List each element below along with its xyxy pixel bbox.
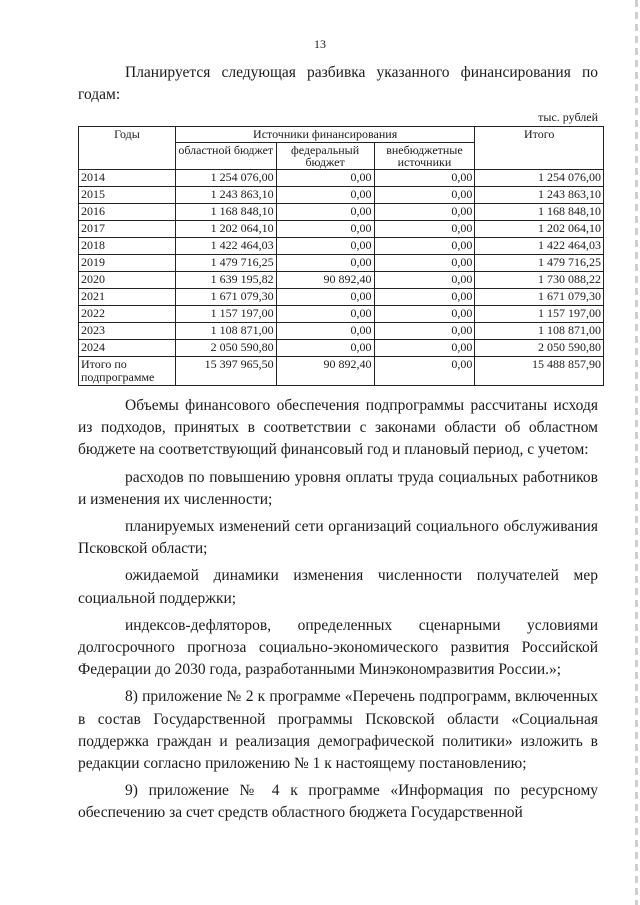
cell-regional: 1 422 464,03 — [175, 238, 276, 255]
cell-federal: 0,00 — [276, 255, 374, 272]
cell-total-regional: 15 397 965,50 — [175, 357, 276, 386]
cell-total: 2 050 590,80 — [475, 340, 604, 357]
header-total: Итого — [475, 127, 604, 170]
table-row — [79, 272, 604, 289]
scan-edge-mark — [635, 0, 638, 905]
header-federal-budget: федеральный бюджет — [276, 143, 374, 170]
cell-total-federal: 90 892,40 — [276, 357, 374, 386]
paragraph-funding-basis: Объемы финансового обеспечения подпрограммы рассчитаны исходя из подходов, принятых в соответствии с законами области об областном бюджете на соответствующий финансовый год и плановый период, с учетом: — [78, 397, 598, 459]
units-label: тыс. рублей — [538, 110, 598, 124]
cell-extra: 0,00 — [374, 221, 475, 238]
cell-total: 1 422 464,03 — [475, 238, 604, 255]
cell-federal: 0,00 — [276, 340, 374, 357]
cell-extra: 0,00 — [374, 238, 475, 255]
cell-year: 2019 — [79, 255, 176, 272]
cell-extra: 0,00 — [374, 323, 475, 340]
cell-extra: 0,00 — [374, 306, 475, 323]
cell-extra: 0,00 — [374, 255, 475, 272]
cell-extra: 0,00 — [374, 170, 475, 187]
cell-total: 1 479 716,25 — [475, 255, 604, 272]
cell-year: 2022 — [79, 306, 176, 323]
page-number: 13 — [314, 37, 326, 51]
cell-year: 2015 — [79, 187, 176, 204]
cell-regional: 1 671 079,30 — [175, 289, 276, 306]
cell-total-total: 15 488 857,90 — [475, 357, 604, 386]
cell-total: 1 730 088,22 — [475, 272, 604, 289]
table-row — [79, 306, 604, 323]
cell-total: 1 671 079,30 — [475, 289, 604, 306]
table-row — [79, 340, 604, 357]
cell-regional: 1 639 195,82 — [175, 272, 276, 289]
cell-year: 2018 — [79, 238, 176, 255]
cell-federal: 0,00 — [276, 204, 374, 221]
table-row — [79, 323, 604, 340]
cell-federal: 0,00 — [276, 170, 374, 187]
table-row — [79, 170, 604, 187]
financing-table — [78, 126, 604, 386]
table-row — [79, 289, 604, 306]
intro-text: Планируется следующая разбивка указанного финансирования по годам: — [78, 64, 598, 103]
cell-year: 2020 — [79, 272, 176, 289]
cell-total-extra: 0,00 — [374, 357, 475, 386]
cell-regional: 1 168 848,10 — [175, 204, 276, 221]
header-sources: Источники финансирования — [175, 127, 475, 143]
cell-regional: 1 108 871,00 — [175, 323, 276, 340]
cell-extra: 0,00 — [374, 187, 475, 204]
cell-extra: 0,00 — [374, 204, 475, 221]
table-row — [79, 255, 604, 272]
cell-extra: 0,00 — [374, 289, 475, 306]
table-total-row — [79, 357, 604, 386]
header-regional-budget: областной бюджет — [175, 143, 276, 170]
paragraph-wages: расходов по повышению уровня оплаты труда социальных работников и изменения их численности; — [78, 468, 598, 508]
paragraph-recipients-dynamics: ожидаемой динамики изменения численности получателей мер социальной поддержки; — [78, 567, 598, 607]
cell-total: 1 243 863,10 — [475, 187, 604, 204]
table-row — [79, 221, 604, 238]
cell-regional: 1 202 064,10 — [175, 221, 276, 238]
cell-total-label: Итого по подпрограмме — [79, 357, 176, 386]
cell-total: 1 202 064,10 — [475, 221, 604, 238]
cell-federal: 0,00 — [276, 238, 374, 255]
cell-total: 1 254 076,00 — [475, 170, 604, 187]
cell-regional: 1 243 863,10 — [175, 187, 276, 204]
cell-federal: 0,00 — [276, 221, 374, 238]
cell-regional: 1 157 197,00 — [175, 306, 276, 323]
cell-year: 2024 — [79, 340, 176, 357]
cell-extra: 0,00 — [374, 272, 475, 289]
cell-regional: 1 254 076,00 — [175, 170, 276, 187]
paragraph-item-8: 8) приложение № 2 к программе «Перечень подпрограмм, включенных в состав Государственной программы Псковской области «Социальная поддержка граждан и реализация демографической политики» изложить в редакции согласно приложению № 1 к настоящему постановлению; — [78, 688, 598, 773]
intro-paragraph — [78, 62, 598, 106]
cell-extra: 0,00 — [374, 340, 475, 357]
cell-federal: 0,00 — [276, 289, 374, 306]
cell-total: 1 157 197,00 — [475, 306, 604, 323]
table-row — [79, 238, 604, 255]
cell-year: 2014 — [79, 170, 176, 187]
cell-year: 2023 — [79, 323, 176, 340]
cell-federal: 90 892,40 — [276, 272, 374, 289]
cell-federal: 0,00 — [276, 187, 374, 204]
cell-regional: 1 479 716,25 — [175, 255, 276, 272]
header-extra-budget: внебюджетные источники — [374, 143, 475, 170]
header-years: Годы — [79, 127, 176, 170]
cell-federal: 0,00 — [276, 323, 374, 340]
cell-year: 2016 — [79, 204, 176, 221]
cell-total: 1 108 871,00 — [475, 323, 604, 340]
paragraph-network-changes: планируемых изменений сети организаций социального обслуживания Псковской области; — [78, 518, 598, 558]
table-row — [79, 204, 604, 221]
cell-regional: 2 050 590,80 — [175, 340, 276, 357]
cell-total: 1 168 848,10 — [475, 204, 604, 221]
cell-year: 2017 — [79, 221, 176, 238]
cell-federal: 0,00 — [276, 306, 374, 323]
body-text — [78, 395, 598, 830]
cell-year: 2021 — [79, 289, 176, 306]
paragraph-deflators: индексов-дефляторов, определенных сценарными условиями долгосрочного прогноза социально-экономического развития Российской Федерации до 2030 года, разработанными Минэкономразвития России.»; — [78, 616, 598, 679]
paragraph-item-9: 9) приложение № 4 к программе «Информация по ресурсному обеспечению за счет средств областного бюджета Государственной — [78, 782, 598, 822]
table-row — [79, 187, 604, 204]
